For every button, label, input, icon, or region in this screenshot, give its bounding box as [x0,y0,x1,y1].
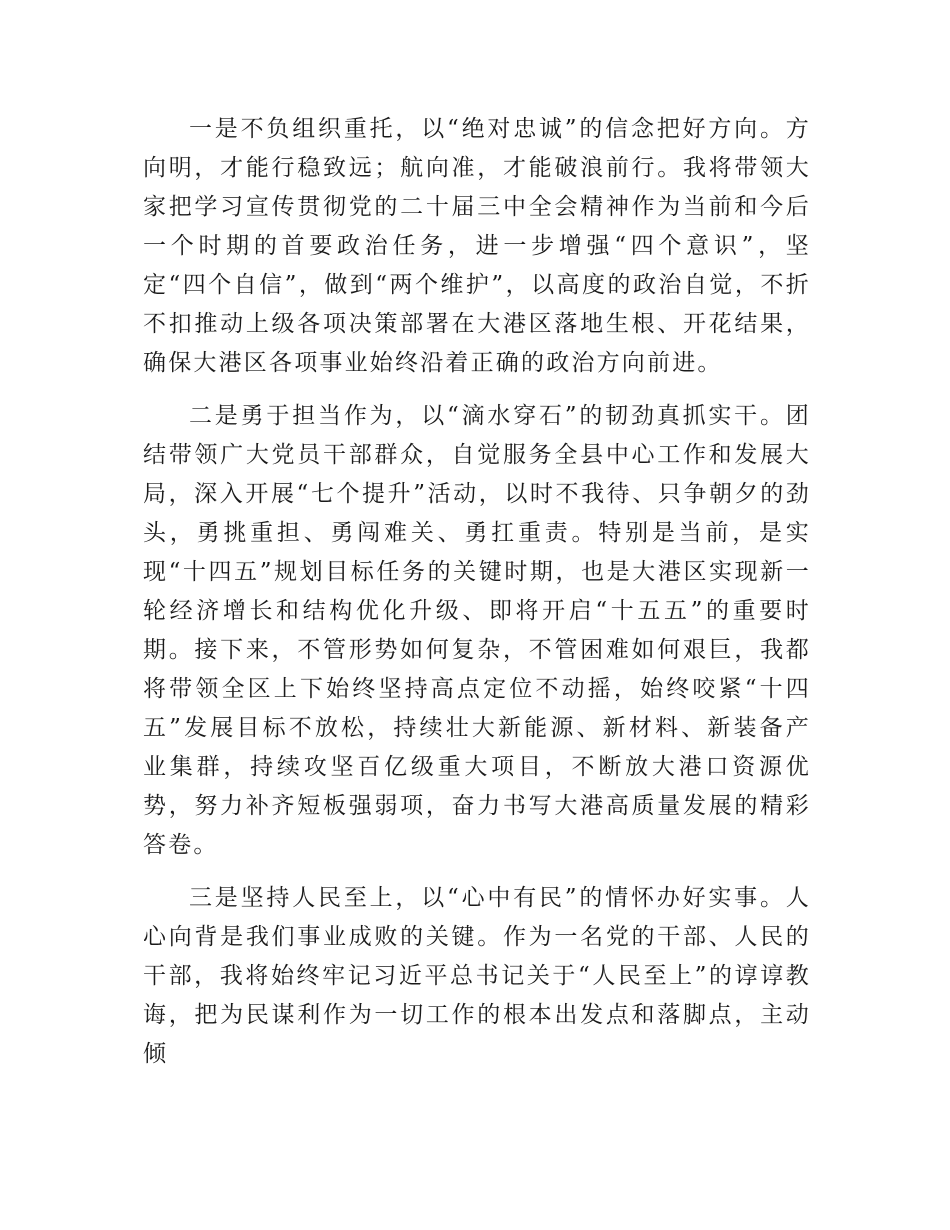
paragraph-responsibility: 二是勇于担当作为，以“滴水穿石”的韧劲真抓实干。团结带领广大党员干部群众，自觉服务全县中心工作和发展大局，深入开展“七个提升”活动，以时不我待、只争朝夕的劲头，勇挑重担、勇闯难关、勇扛重责。特别是当前，是实现“十四五”规划目标任务的关键时期，也是大港区实现新一轮经济增长和结构优化升级、即将开启“十五五”的重要时期。接下来，不管形势如何复杂，不管困难如何艰巨，我都将带领全区上下始终坚持高点定位不动摇，始终咬紧“十四五”发展目标不放松，持续壮大新能源、新材料、新装备产业集群，持续攻坚百亿级重大项目，不断放大港口资源优势，努力补齐短板强弱项，奋力书写大港高质量发展的精彩答卷。 [143,403,811,858]
paragraph-people-first: 三是坚持人民至上，以“心中有民”的情怀办好实事。人心向背是我们事业成败的关键。作为一名党的干部、人民的干部，我将始终牢记习近平总书记关于“人民至上”的谆谆教诲，把为民谋利作为一切工作的根本出发点和落脚点，主动倾 [143,885,811,1067]
document-body [143,110,811,1088]
paragraph-loyalty: 一是不负组织重托，以“绝对忠诚”的信念把好方向。方向明，才能行稳致远；航向准，才能破浪前行。我将带领大家把学习宣传贯彻党的二十届三中全会精神作为当前和今后一个时期的首要政治任务，进一步增强“四个意识”，坚定“四个自信”，做到“两个维护”，以高度的政治自觉，不折不扣推动上级各项决策部署在大港区落地生根、开花结果，确保大港区各项事业始终沿着正确的政治方向前进。 [143,116,811,376]
